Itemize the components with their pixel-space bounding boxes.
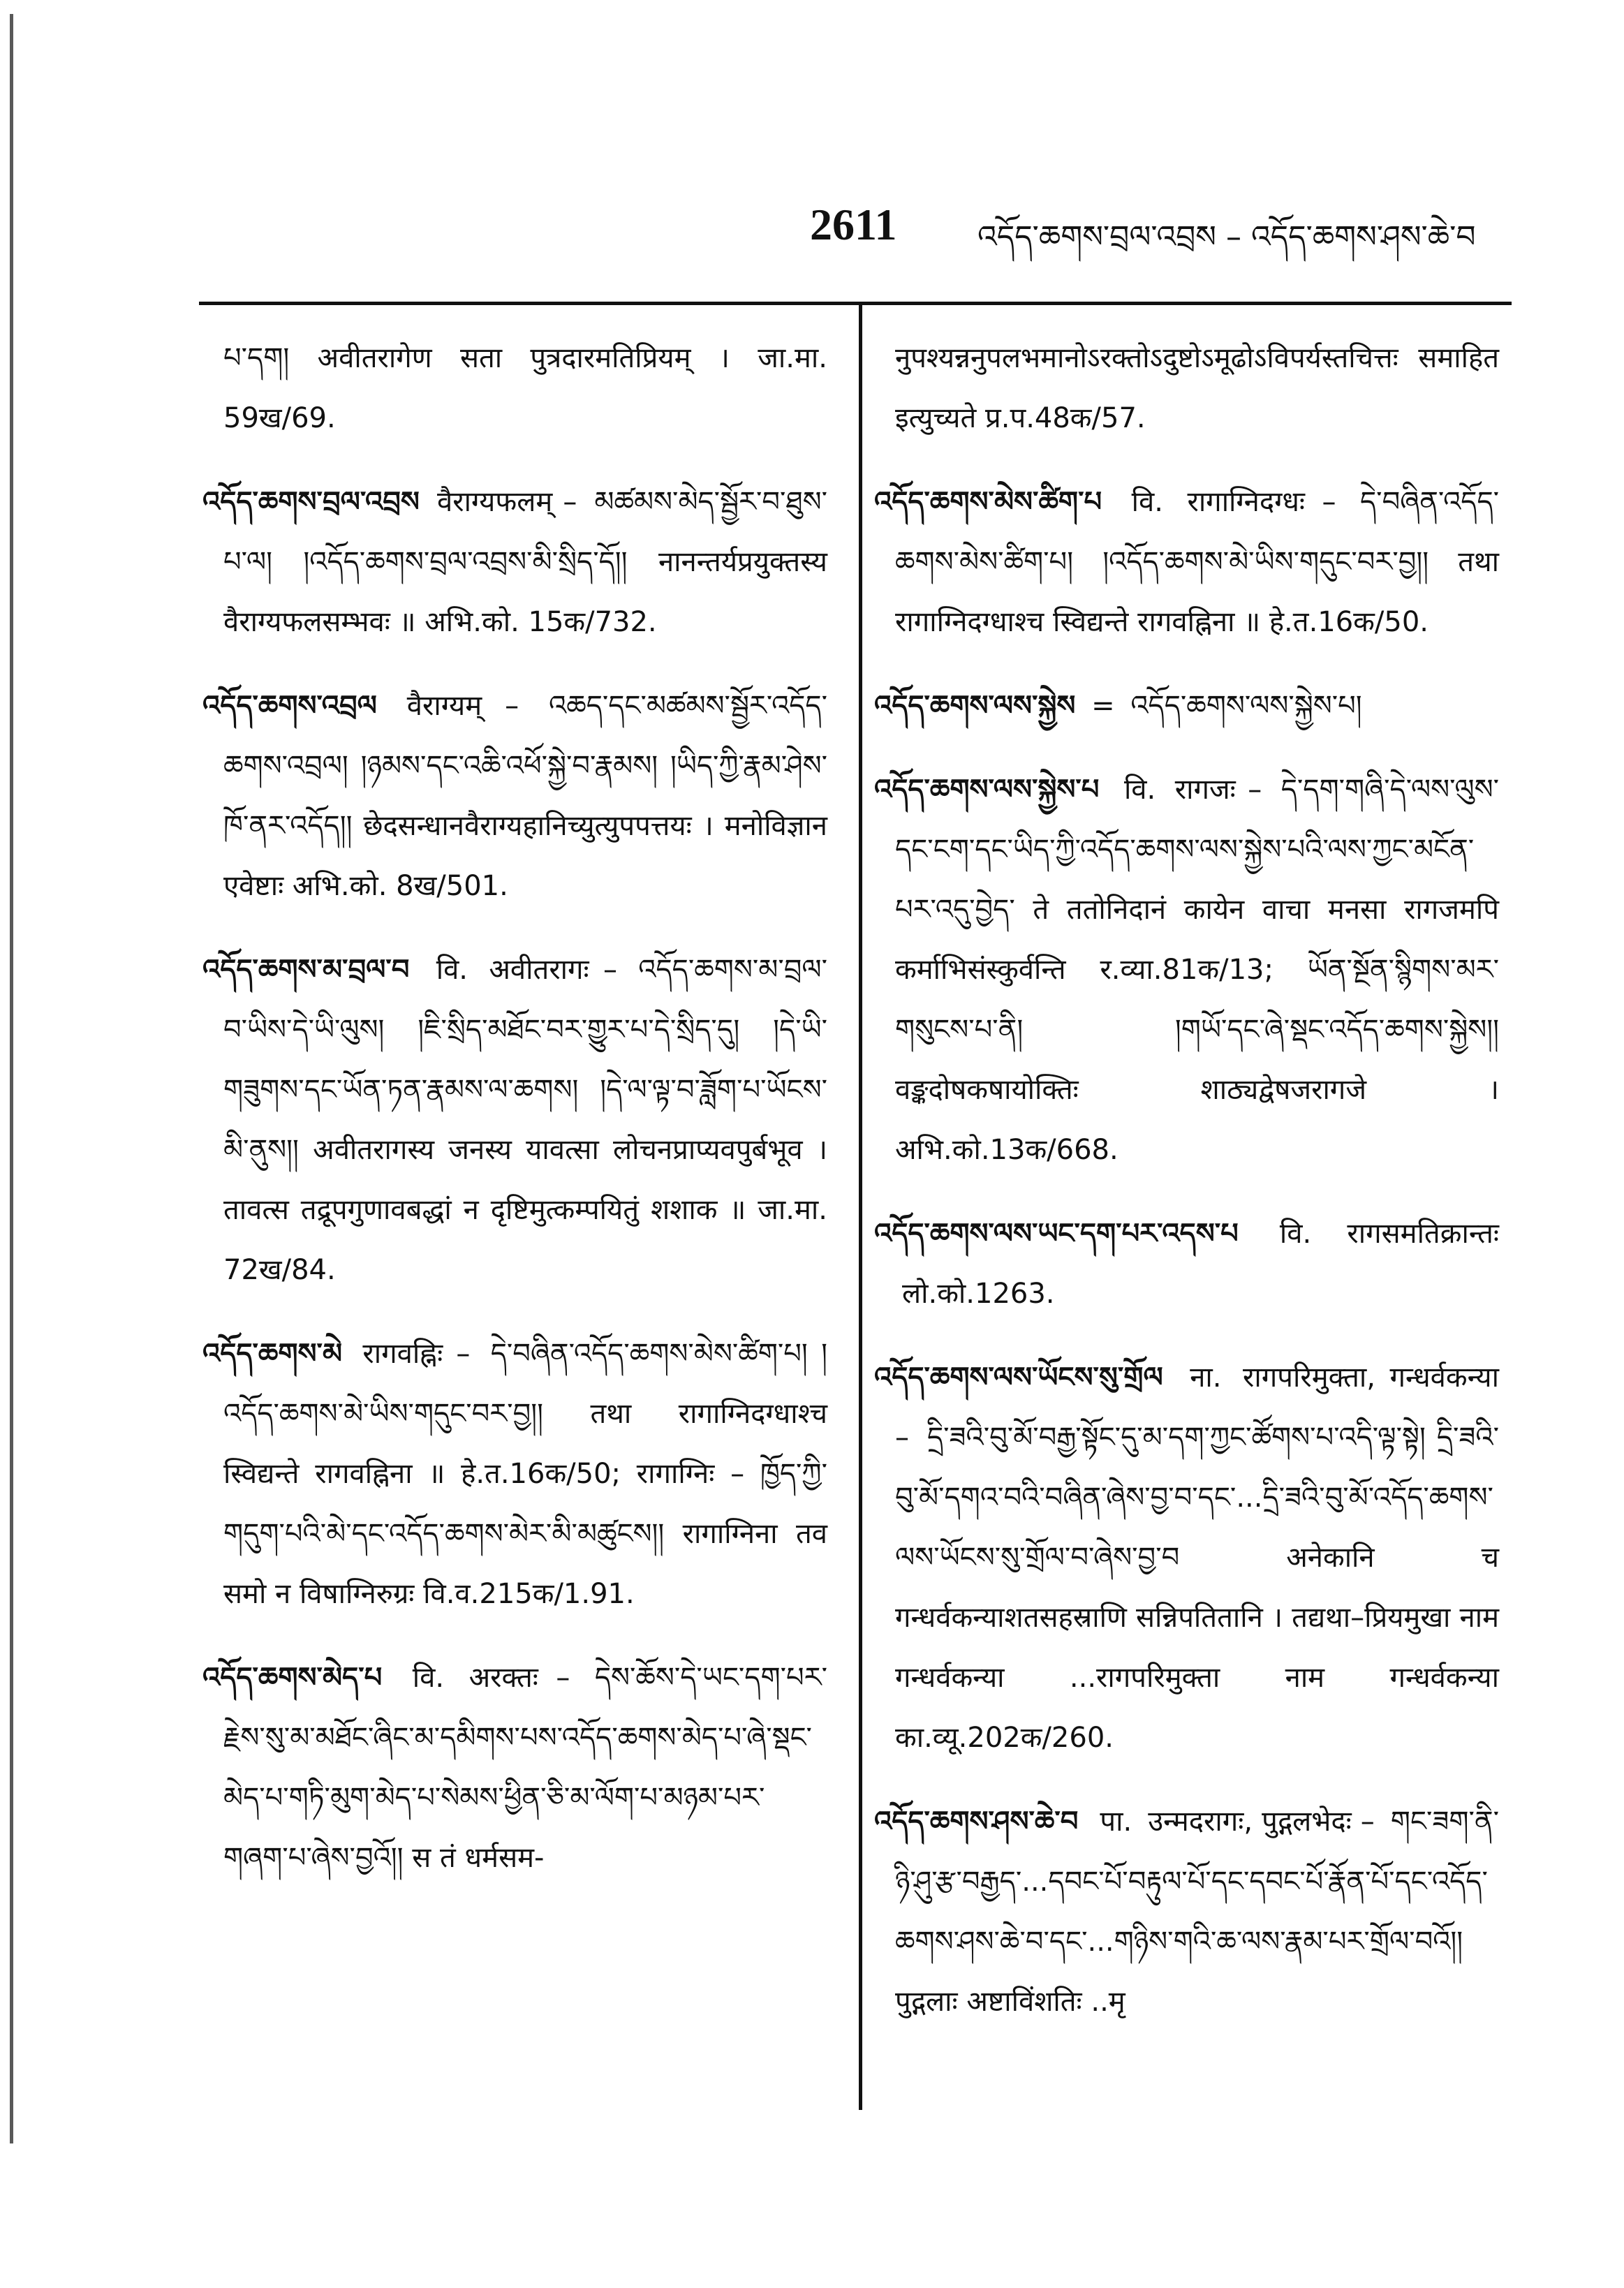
dictionary-entry xyxy=(202,1648,827,1888)
sanskrit-equivalent: वैराग्यम् – xyxy=(406,690,519,722)
sanskrit-equivalent: अवीतरागः – xyxy=(489,954,617,986)
headword: འདོད་ཆགས་མེས་ཚིག་པ xyxy=(874,486,1102,518)
headword: འདོད་ཆགས་བྲལ་འབྲས xyxy=(202,486,420,518)
left-column xyxy=(202,328,827,1912)
entry-continuation xyxy=(874,328,1499,448)
entry-text: འདོད་ཆགས་ལས་སྐྱེས་པ། xyxy=(1130,690,1362,722)
running-head: འདོད་ཆགས་བྲལ་འབྲས – འདོད་ཆགས་ཤས་ཆེ་བ xyxy=(977,219,1476,255)
entry-text: འཆད་དང་མཚམས་སྦྱོར་འདོད་ཆགས་འབྲལ། །ཉམས་དང་འཆི་འཕོ་སྐྱེ་བ་རྣམས། །ཡིད་ཀྱི་རྣམ་ཤེས་ཁོ་ནར་འདོད།། छेदसन्धानवैराग्यहानिच्युत्युपपत्तयः । मनोविज्ञान एवेष्टाः अभि.को. 8ख/501. xyxy=(223,690,827,902)
entry-text: དེས་ཆོས་དེ་ཡང་དག་པར་རྗེས་སུ་མ་མཐོང་ཞིང་མ་དམིགས་པས་འདོད་ཆགས་མེད་པ་ཞེ་སྡང་མེད་པ་གཏི་མུག་མེད་པ་སེམས་ཕྱིན་ཅི་མ་ལོག་པ་མཉམ་པར་གཞག་པ་ཞེས་བྱའོ།། स तं धर्मसम- xyxy=(223,1662,827,1874)
headword: འདོད་ཆགས་མེ xyxy=(202,1338,343,1370)
entry-text: དེ་དག་གཞི་དེ་ལས་ལུས་དང་ངག་དང་ཡིད་ཀྱི་འདོད་ཆགས་ལས་སྐྱེས་པའི་ལས་ཀྱང་མངོན་པར་འདུ་བྱེད་ ते ततोनिदानं कायेन वाचा मनसा रागजमपि कर्माभिसंस्कुर्वन्ति र.व्या.81क/13; ཡོན་སྔོན་སྙིགས་མར་གསུངས་པ་ནི། །གཡོ་དང་ཞེ་སྡང་འདོད་ཆགས་སྐྱེས།། वङ्कदोषकषायोक्तिः शाठ्यद्वेषजरागजे । अभि.को.13क/668. xyxy=(895,774,1499,1166)
dictionary-entry xyxy=(874,1792,1499,2032)
dictionary-entry xyxy=(874,676,1499,736)
headword: འདོད་ཆགས་མ་བྲལ་བ xyxy=(202,954,410,986)
part-of-speech: वि. xyxy=(1123,774,1156,806)
dictionary-entry xyxy=(874,760,1499,1180)
sanskrit-equivalent: रागसमतिक्रान्तः xyxy=(1347,1218,1500,1250)
part-of-speech: वि. xyxy=(412,1662,445,1694)
part-of-speech: वि. xyxy=(436,954,468,986)
entry-text: དྲི་ཟའི་བུ་མོ་བརྒྱ་སྟོང་དུ་མ་དག་ཀྱང་ཚོགས་པ་འདི་ལྟ་སྟེ། དྲི་ཟའི་བུ་མོ་དགའ་བའི་བཞིན་ཞེས་བྱ་བ་དང་...དྲི་ཟའི་བུ་མོ་འདོད་ཆགས་ལས་ཡོངས་སུ་གྲོལ་བ་ཞེས་བྱ་བ अनेकानि च गन्धर्वकन्याशतसहस्राणि सन्निपतितानि । तद्यथा–प्रियमुखा नाम गन्धर्वकन्या ...रागपरिमुक्ता नाम गन्धर्वकन्या का.व्यू.202क/260. xyxy=(895,1422,1499,1754)
entry-text: མཚམས་མེད་སྦྱོར་བ་ཐུས་པ་ལ། །འདོད་ཆགས་བྲལ་འབྲས་མི་སྲིད་དོ།། नानन्तर्यप्रयुक्तस्य वैराग्यफलसम्भवः ॥ अभि.को. 15क/732. xyxy=(223,486,828,638)
sanskrit-equivalent: अरक्तः – xyxy=(468,1662,570,1694)
sanskrit-equivalent: रागवह्निः – xyxy=(362,1338,471,1370)
column-divider xyxy=(859,302,862,2110)
entry-text: དེ་བཞིན་འདོད་ཆགས་མེས་ཚིག་པ། །འདོད་ཆགས་མེ་ཡིས་གདུང་བར་བྱ།། तथा रागाग्निदग्धाश्च स्विद्यन्ते रागवह्निना ॥ हे.त.16क/50. xyxy=(895,486,1500,638)
headword: འདོད་ཆགས་ལས་སྐྱེས་པ xyxy=(874,774,1100,806)
page-number: 2611 xyxy=(810,200,897,249)
sanskrit-equivalent: उन्मदरागः, पुद्गलभेदः – xyxy=(1148,1806,1375,1838)
dictionary-entry xyxy=(202,940,827,1300)
headword: འདོད་ཆགས་འབྲལ xyxy=(202,690,377,722)
entry-text: नुपश्यन्ननुपलभमानोऽरक्तोऽदुष्टोऽमूढोऽविपर्यस्तचित्तः समाहित इत्युच्यते प्र.प.48क/57. xyxy=(895,342,1499,434)
sanskrit-equivalent: रागजः – xyxy=(1174,774,1262,806)
entry-text: གང་ཟག་ནི་ཉི་ཤུ་རྩ་བརྒྱད་...དབང་པོ་བརྟུལ་པོ་དང་དབང་པོ་རྣོན་པོ་དང་འདོད་ཆགས་ཤས་ཆེ་བ་དང་...གཉིས་གའི་ཆ་ལས་རྣམ་པར་གྲོལ་བའོ།། पुद्गलाः अष्टाविंशतिः ..मृ xyxy=(895,1806,1499,2018)
dictionary-entry xyxy=(202,1324,827,1624)
headword: འདོད་ཆགས་ལས་སྐྱེས xyxy=(874,690,1076,722)
entry-text: འདོད་ཆགས་མ་བྲལ་བ་ཡིས་དེ་ཡི་ལུས། །ཇི་སྲིད་མཐོང་བར་གྱུར་པ་དེ་སྲིད་དུ། །དེ་ཡི་གཟུགས་དང་ཡོན་ཏན་རྣམས་ལ་ཆགས། །དེ་ལ་ལྟ་བ་ཟློག་པ་ཡོངས་མི་ནུས།། अवीतरागस्य जनस्य यावत्सा लोचनप्राप्यवपुर्बभूव । तावत्स तद्रूपगुणावबद्धां न दृष्टिमुत्कम्पयितुं शशाक ॥ जा.मा. 72ख/84. xyxy=(223,954,828,1286)
scan-margin-mark xyxy=(10,14,13,2143)
dictionary-entry xyxy=(874,1204,1499,1324)
entry-text: དེ་བཞིན་འདོད་ཆགས་མེས་ཚིག་པ། །འདོད་ཆགས་མེ་ཡིས་གདུང་བར་བྱ།། तथा रागाग्निदग्धाश्च स्विद्यन्ते रागवह्निना ॥ हे.त.16क/50; रागाग्निः – ཁྱོད་ཀྱི་གདུག་པའི་མེ་དང་འདོད་ཆགས་མེར་མི་མཚུངས།། रागाग्निना तव समो न विषाग्निरुग्रः वि.व.215क/1.91. xyxy=(223,1338,827,1610)
headword: འདོད་ཆགས་ལས་ཡང་དག་པར་འདས་པ xyxy=(874,1218,1239,1250)
dictionary-entry xyxy=(874,472,1499,652)
part-of-speech: पा. xyxy=(1100,1806,1132,1838)
header-rule xyxy=(199,302,1512,305)
sanskrit-equivalent: वैराग्यफलम् – xyxy=(436,486,577,518)
part-of-speech: वि. xyxy=(1279,1218,1312,1250)
headword: འདོད་ཆགས་མེད་པ xyxy=(202,1662,383,1694)
dictionary-entry xyxy=(202,472,827,652)
sanskrit-equivalent: रागाग्निदग्धः – xyxy=(1187,486,1336,518)
entry-continuation xyxy=(202,328,827,448)
right-column xyxy=(874,328,1499,2055)
headword: འདོད་ཆགས་ཤས་ཆེ་བ xyxy=(874,1806,1079,1838)
entry-text: པ་དག། अवीतरागेण सता पुत्रदारमतिप्रियम् । जा.मा. 59ख/69. xyxy=(223,342,827,434)
sanskrit-equivalent: रागपरिमुक्ता, गन्धर्वकन्या – xyxy=(895,1361,1499,1454)
headword: འདོད་ཆགས་ལས་ཡོངས་སུ་གྲོལ xyxy=(874,1361,1163,1394)
part-of-speech: ना. xyxy=(1190,1361,1222,1394)
part-of-speech: वि. xyxy=(1131,486,1163,518)
dictionary-entry xyxy=(202,676,827,916)
sanskrit-equivalent: = xyxy=(1091,690,1115,722)
dictionary-entry xyxy=(874,1348,1499,1768)
entry-text: लो.को.1263. xyxy=(902,1278,1055,1310)
